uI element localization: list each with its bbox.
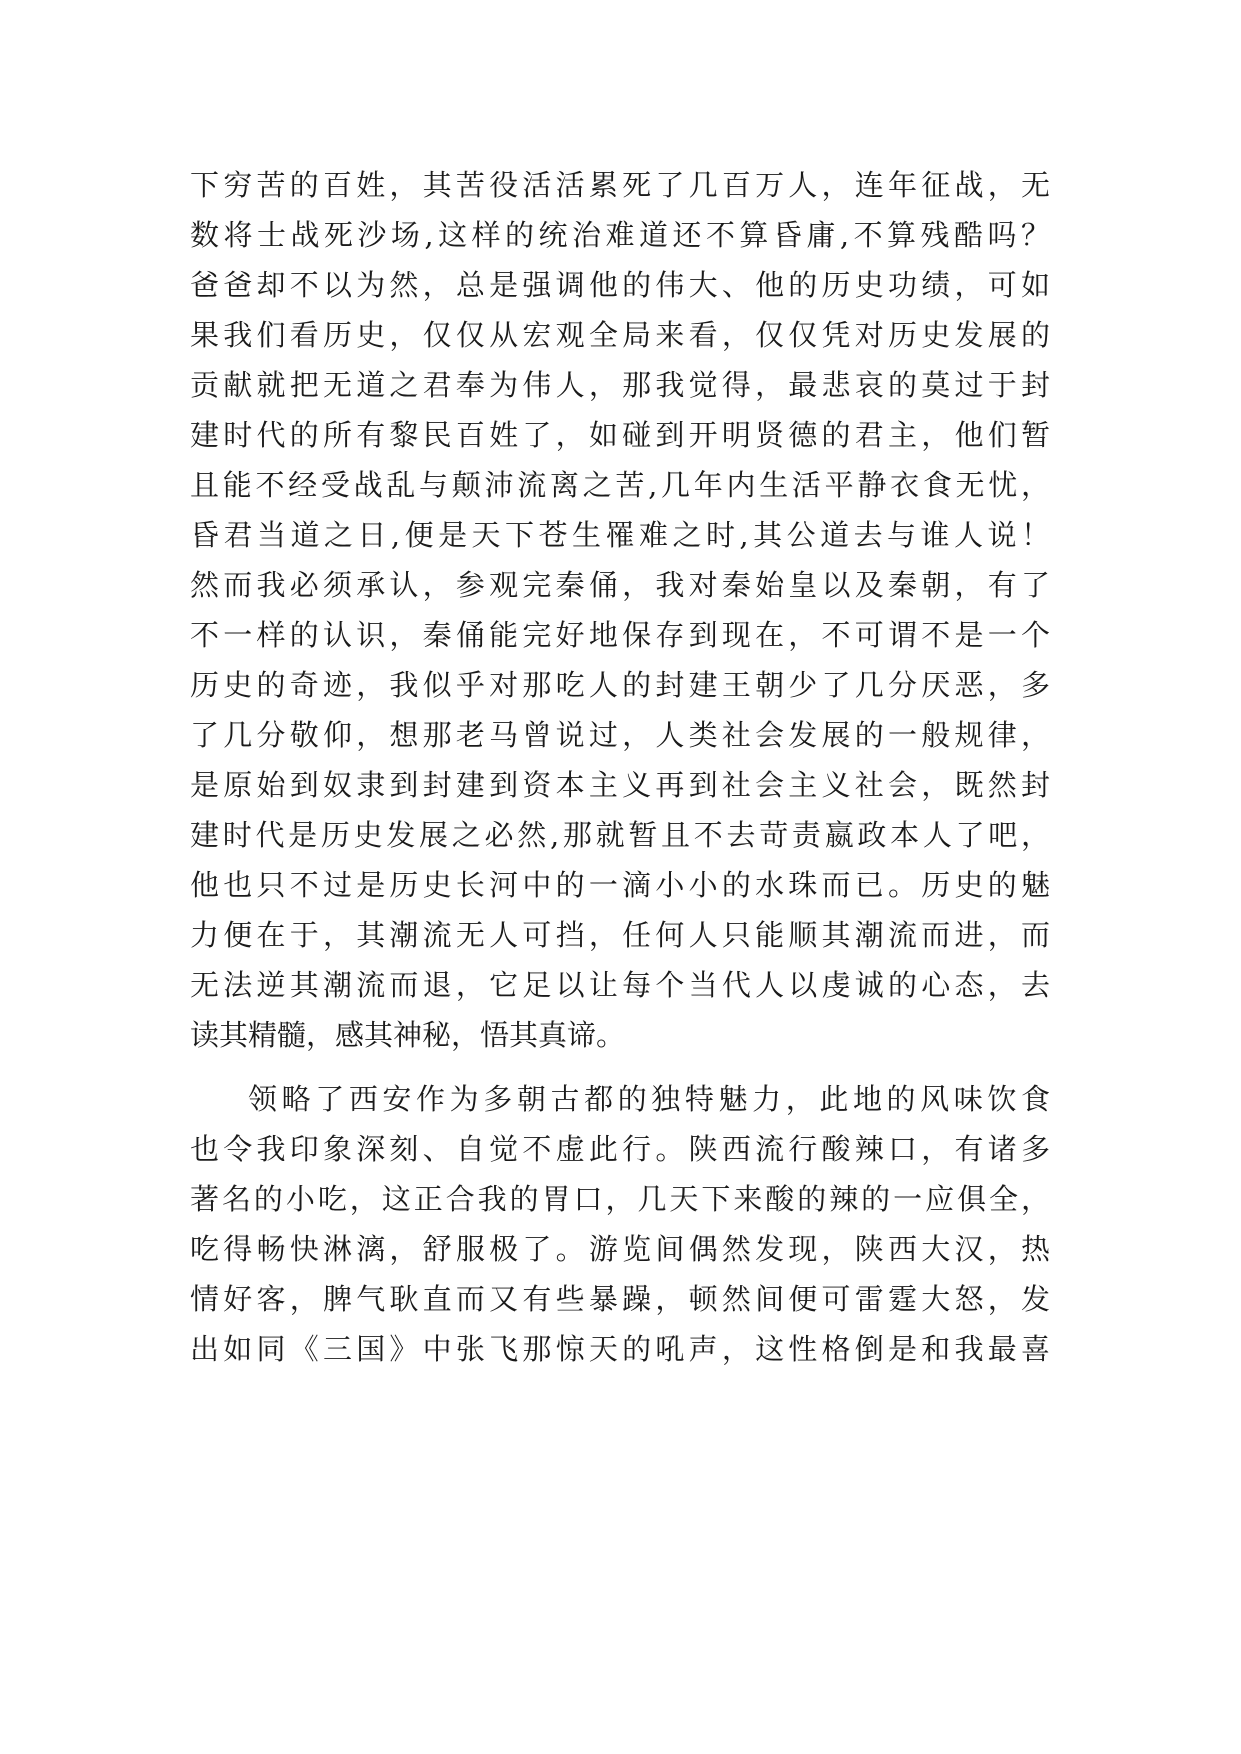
text-line: 无法逆其潮流而退，它足以让每个当代人以虔诚的心态，去 (190, 968, 1050, 1002)
text-line: 果我们看历史，仅仅从宏观全局来看，仅仅凭对历史发展的 (190, 318, 1050, 352)
text-line: 不一样的认识，秦俑能完好地保存到现在，不可谓不是一个 (190, 618, 1050, 652)
paragraph-spacer (190, 1060, 1050, 1074)
text-line: 他也只不过是历史长河中的一滴小小的水珠而已。历史的魅 (190, 868, 1050, 902)
paragraph-1 (190, 160, 1050, 1060)
text-line: 情好客，脾气耿直而又有些暴躁，顿然间便可雷霆大怒，发 (190, 1282, 1050, 1316)
text-line: 了几分敬仰，想那老马曾说过，人类社会发展的一般规律， (190, 718, 1050, 752)
text-line: 力便在于，其潮流无人可挡，任何人只能顺其潮流而进，而 (190, 918, 1050, 952)
text-line: 且能不经受战乱与颠沛流离之苦,几年内生活平静衣食无忧， (190, 468, 1050, 502)
text-line: 领略了西安作为多朝古都的独特魅力，此地的风味饮食 (248, 1082, 1050, 1116)
text-line: 历史的奇迹，我似乎对那吃人的封建王朝少了几分厌恶，多 (190, 668, 1050, 702)
text-line: 贡献就把无道之君奉为伟人，那我觉得，最悲哀的莫过于封 (190, 368, 1050, 402)
text-line: 昏君当道之日,便是天下苍生罹难之时,其公道去与谁人说！ (190, 518, 1050, 552)
text-line: 然而我必须承认，参观完秦俑，我对秦始皇以及秦朝，有了 (190, 568, 1050, 602)
text-line: 数将士战死沙场,这样的统治难道还不算昏庸,不算残酷吗？ (190, 218, 1050, 252)
paragraph-2 (190, 1074, 1050, 1374)
text-line: 下穷苦的百姓，其苦役活活累死了几百万人，连年征战，无 (190, 168, 1050, 202)
document-body (190, 160, 1050, 1374)
text-line: 读其精髓，感其神秘，悟其真谛。 (190, 1018, 626, 1052)
text-line: 建时代的所有黎民百姓了，如碰到开明贤德的君主，他们暂 (190, 418, 1050, 452)
text-line: 爸爸却不以为然，总是强调他的伟大、他的历史功绩，可如 (190, 268, 1050, 302)
text-line: 出如同《三国》中张飞那惊天的吼声，这性格倒是和我最喜 (190, 1332, 1050, 1366)
text-line: 吃得畅快淋漓，舒服极了。游览间偶然发现，陕西大汉，热 (190, 1232, 1050, 1266)
text-line: 建时代是历史发展之必然,那就暂且不去苛责嬴政本人了吧， (190, 818, 1050, 852)
text-line: 是原始到奴隶到封建到资本主义再到社会主义社会，既然封 (190, 768, 1050, 802)
text-line: 著名的小吃，这正合我的胃口，几天下来酸的辣的一应俱全， (190, 1182, 1050, 1216)
text-line: 也令我印象深刻、自觉不虚此行。陕西流行酸辣口，有诸多 (190, 1132, 1050, 1166)
